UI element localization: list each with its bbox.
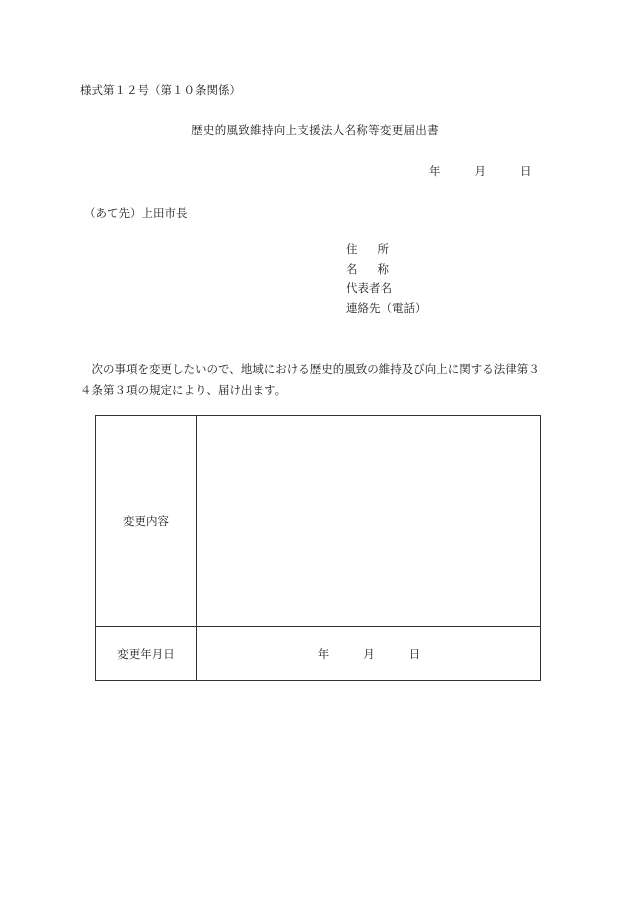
submission-date-day: 日: [520, 164, 532, 178]
address-label: 住所: [346, 242, 409, 256]
form-number: 様式第１２号（第１０条関係）: [80, 83, 241, 97]
change-date-month: 月: [363, 647, 375, 661]
change-content-label: 変更内容: [123, 514, 169, 528]
contact-label: 連絡先（電話）: [346, 300, 427, 315]
change-date-day: 日: [408, 647, 421, 661]
change-date-field[interactable]: [197, 627, 541, 681]
change-form-table: [95, 415, 541, 681]
submission-date: [429, 163, 532, 179]
addressee: （あて先）上田市長: [84, 206, 188, 220]
submission-date-month: 月: [474, 164, 486, 178]
change-date-label: 変更年月日: [117, 647, 175, 661]
change-content-field[interactable]: [197, 416, 541, 626]
change-date-year: 年: [317, 647, 330, 661]
submission-date-year: 年: [429, 164, 441, 178]
document-title: 歴史的風致維持向上支援法人名称等変更届出書: [191, 123, 439, 137]
representative-label: 代表者名: [346, 281, 392, 295]
name-label: 名称: [346, 261, 409, 276]
body-text: 次の事項を変更したいので、地域における歴史的風致の維持及び向上に関する法律第３４条第３項の規定により、届け出ます。: [80, 362, 540, 397]
applicant-block: [346, 240, 427, 318]
